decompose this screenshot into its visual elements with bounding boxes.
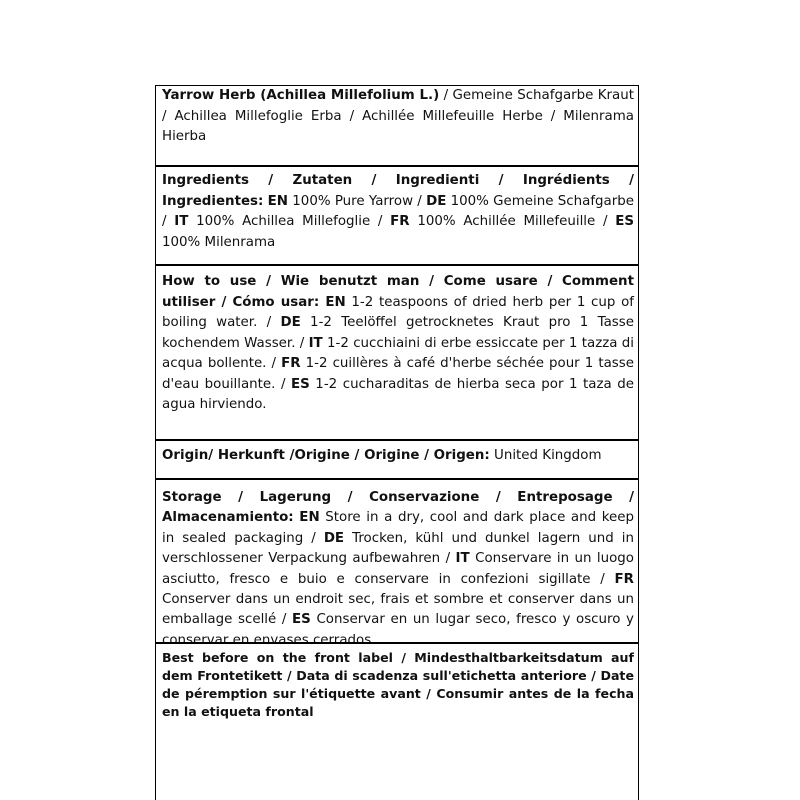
ingredients-es: 100% Milenrama — [162, 234, 276, 250]
best-before-section — [162, 649, 634, 721]
section-divider — [156, 264, 638, 266]
section-divider — [156, 439, 638, 441]
how-to-use-de: 1-2 Teelöffel getrocknetes Kraut pro 1 Tasse kochendem Wasser. / — [162, 315, 634, 351]
lang-code-de: DE — [323, 530, 345, 546]
product-name-primary: Yarrow Herb (Achillea Millefolium L.) — [162, 88, 440, 103]
lang-code-it: IT — [308, 335, 323, 351]
ingredients-it: 100% Achillea Millefoglie / — [188, 214, 391, 229]
how-to-use-it: 1-2 cucchiaini di erbe essiccate per 1 tazza di acqua bollente. / — [162, 335, 634, 371]
section-divider — [156, 642, 638, 644]
ingredients-heading: Ingredients / Zutaten / Ingredienti / Ingrédients / Ingredientes: — [162, 173, 634, 209]
lang-code-es: ES — [290, 376, 310, 392]
lang-code-it: IT — [174, 214, 189, 229]
section-divider — [156, 165, 638, 167]
lang-code-es: ES — [615, 214, 634, 229]
best-before-text: Best before on the front label / Mindesthaltbarkeitsdatum auf dem Frontetikett / Data di scadenza sull'etichetta anteriore / Date de péremption sur l'étiquette avant / Consumir antes de la fecha en la etiqueta frontal — [162, 650, 634, 719]
how-to-use-section — [162, 272, 634, 416]
lang-code-es: ES — [292, 612, 311, 628]
how-to-use-heading: How to use / Wie benutzt man / Come usare / Comment utiliser / Cómo usar: EN — [162, 274, 634, 310]
how-to-use-en: 1-2 teaspoons of dried herb per 1 cup of boiling water. / — [162, 294, 634, 330]
how-to-use-fr: 1-2 cuillères à café d'herbe séchée pour 1 tasse d'eau bouillante. / — [162, 356, 634, 392]
lang-code-de: DE — [280, 315, 301, 330]
storage-de: Trocken, kühl und dunkel lagern und in verschlossener Verpackung aufbewahren / — [162, 530, 634, 567]
ingredients-section — [162, 171, 634, 253]
storage-heading: Storage / Lagerung / Conservazione / Entreposage / Almacenamiento: — [162, 490, 634, 526]
lang-code-fr: FR — [614, 571, 634, 587]
storage-fr: Conserver dans un endroit sec, frais et sombre et conserver dans un emballage scellé / — [162, 592, 634, 628]
lang-code-fr: FR — [281, 356, 301, 371]
storage-en: Store in a dry, cool and dark place and keep in sealed packaging / — [162, 510, 635, 546]
product-label — [155, 85, 639, 800]
origin-value: United Kingdom — [489, 448, 602, 463]
ingredients-de: 100% Gemeine Schafgarbe / — [162, 193, 634, 229]
product-name-translations: / Gemeine Schafgarbe Kraut / Achillea Millefoglie Erba / Achillée Millefeuille Herbe / Milenrama Hierba — [162, 88, 634, 144]
product-name-section — [162, 86, 634, 148]
storage-es: Conservar en un lugar seco, fresco y oscuro y conservar en envases cerrados — [162, 612, 634, 648]
ingredients-fr: 100% Achillée Millefeuille / — [409, 214, 616, 229]
lang-code-en: EN — [299, 510, 320, 526]
ingredients-en: 100% Pure Yarrow / — [288, 193, 427, 209]
origin-section — [162, 446, 634, 467]
storage-it: Conservare in un luogo asciutto, fresco e buio e conservare in confezioni sigillate / — [162, 551, 634, 587]
lang-code-it: IT — [455, 551, 470, 567]
how-to-use-es: 1-2 cucharaditas de hierba seca por 1 taza de agua hirviendo. — [162, 376, 634, 412]
storage-section — [162, 488, 634, 651]
lang-code-fr: FR — [390, 214, 410, 229]
section-divider — [156, 478, 638, 480]
lang-code-en: EN — [267, 193, 289, 209]
lang-code-de: DE — [426, 193, 447, 209]
origin-heading: Origin/ Herkunft /Origine / Origine / Origen: — [162, 448, 490, 463]
